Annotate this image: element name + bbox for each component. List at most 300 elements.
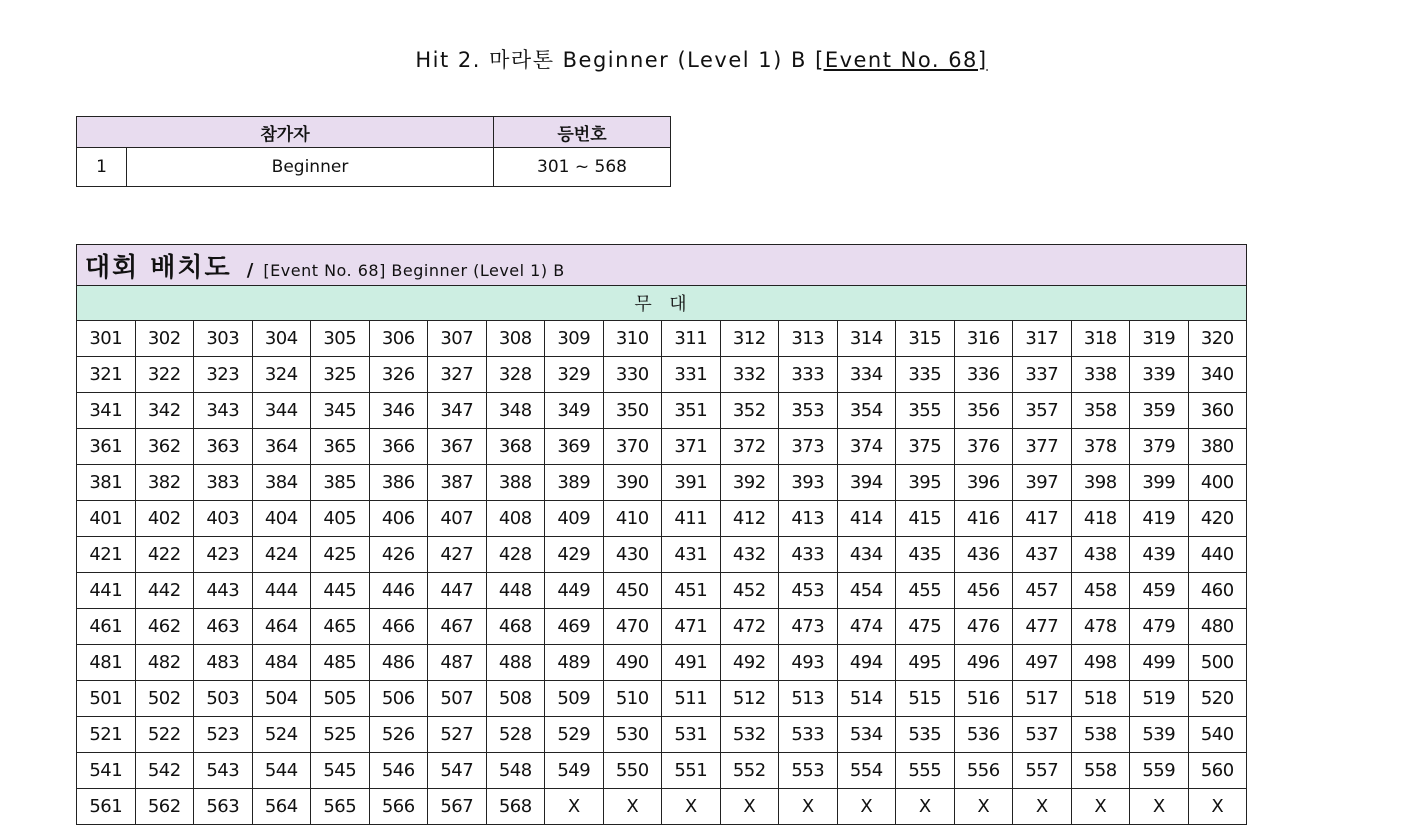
seat-cell: 539: [1130, 717, 1189, 753]
seat-cell: 417: [1013, 501, 1072, 537]
seat-cell: 366: [369, 429, 428, 465]
seat-cell: 492: [720, 645, 779, 681]
seat-cell: 482: [135, 645, 194, 681]
seat-cell: 498: [1071, 645, 1130, 681]
seat-cell: 370: [603, 429, 662, 465]
seat-cell: 386: [369, 465, 428, 501]
seat-cell: 349: [545, 393, 604, 429]
seating-chart-table: [76, 244, 1247, 825]
seat-cell: 387: [428, 465, 487, 501]
seat-cell: 379: [1130, 429, 1189, 465]
seat-cell: 519: [1130, 681, 1189, 717]
seat-row: [77, 537, 1247, 573]
seat-cell: 456: [954, 573, 1013, 609]
seat-cell: 351: [662, 393, 721, 429]
seat-cell: 330: [603, 357, 662, 393]
seat-cell: 514: [837, 681, 896, 717]
summary-row: [77, 148, 671, 187]
seat-cell: 515: [896, 681, 955, 717]
seat-cell: 501: [77, 681, 136, 717]
seat-cell: 494: [837, 645, 896, 681]
seat-cell: 392: [720, 465, 779, 501]
seat-cell: 438: [1071, 537, 1130, 573]
seat-cell: 476: [954, 609, 1013, 645]
seat-cell: 391: [662, 465, 721, 501]
seat-cell: 435: [896, 537, 955, 573]
seat-cell: 517: [1013, 681, 1072, 717]
seat-cell: 512: [720, 681, 779, 717]
seat-cell: 404: [252, 501, 311, 537]
seat-cell: 463: [194, 609, 253, 645]
seat-cell: 419: [1130, 501, 1189, 537]
seat-cell: 523: [194, 717, 253, 753]
seat-cell: 372: [720, 429, 779, 465]
seat-cell: X: [1188, 789, 1247, 825]
seat-cell: 305: [311, 321, 370, 357]
title-main: Hit 2. 마라톤 Beginner (Level 1) B: [415, 48, 807, 72]
seat-cell: 362: [135, 429, 194, 465]
seat-cell: 302: [135, 321, 194, 357]
seat-cell: 455: [896, 573, 955, 609]
seat-cell: 478: [1071, 609, 1130, 645]
seat-cell: 378: [1071, 429, 1130, 465]
seat-cell: 413: [779, 501, 838, 537]
seat-cell: 338: [1071, 357, 1130, 393]
seat-cell: 348: [486, 393, 545, 429]
summary-row-number: 1: [77, 148, 127, 187]
seat-cell: 535: [896, 717, 955, 753]
seat-cell: 504: [252, 681, 311, 717]
seat-cell: 303: [194, 321, 253, 357]
seat-cell: 337: [1013, 357, 1072, 393]
seat-cell: 375: [896, 429, 955, 465]
seat-cell: 310: [603, 321, 662, 357]
seat-cell: 357: [1013, 393, 1072, 429]
seat-cell: 536: [954, 717, 1013, 753]
seat-cell: 548: [486, 753, 545, 789]
seat-cell: 394: [837, 465, 896, 501]
seat-cell: 475: [896, 609, 955, 645]
seat-cell: 380: [1188, 429, 1247, 465]
seat-cell: 547: [428, 753, 487, 789]
seat-cell: 453: [779, 573, 838, 609]
seat-cell: 534: [837, 717, 896, 753]
seat-cell: 445: [311, 573, 370, 609]
seat-cell: 327: [428, 357, 487, 393]
seat-cell: 388: [486, 465, 545, 501]
seat-cell: 454: [837, 573, 896, 609]
seat-cell: 414: [837, 501, 896, 537]
seat-cell: 553: [779, 753, 838, 789]
seat-cell: 466: [369, 609, 428, 645]
seating-subtitle-slash: /: [246, 259, 254, 281]
seat-cell: 442: [135, 573, 194, 609]
seat-cell: 309: [545, 321, 604, 357]
seat-cell: 527: [428, 717, 487, 753]
seat-cell: 549: [545, 753, 604, 789]
seat-cell: X: [837, 789, 896, 825]
seat-cell: 479: [1130, 609, 1189, 645]
seat-cell: 412: [720, 501, 779, 537]
seat-cell: 346: [369, 393, 428, 429]
seat-cell: 427: [428, 537, 487, 573]
seat-cell: 450: [603, 573, 662, 609]
seat-cell: 505: [311, 681, 370, 717]
seat-cell: 363: [194, 429, 253, 465]
seat-cell: 537: [1013, 717, 1072, 753]
seat-cell: 390: [603, 465, 662, 501]
seat-cell: 431: [662, 537, 721, 573]
seat-cell: X: [1130, 789, 1189, 825]
seat-cell: 448: [486, 573, 545, 609]
seat-cell: 319: [1130, 321, 1189, 357]
seat-cell: 397: [1013, 465, 1072, 501]
seat-row: [77, 609, 1247, 645]
seat-cell: 308: [486, 321, 545, 357]
seat-cell: 374: [837, 429, 896, 465]
seat-cell: 411: [662, 501, 721, 537]
seat-cell: 365: [311, 429, 370, 465]
seat-cell: 304: [252, 321, 311, 357]
seat-cell: 437: [1013, 537, 1072, 573]
seat-row: [77, 573, 1247, 609]
seat-cell: 341: [77, 393, 136, 429]
seat-cell: 347: [428, 393, 487, 429]
seat-cell: 301: [77, 321, 136, 357]
seat-cell: X: [1013, 789, 1072, 825]
stage-row: [77, 286, 1247, 321]
seat-cell: 385: [311, 465, 370, 501]
seat-cell: 408: [486, 501, 545, 537]
seat-cell: 468: [486, 609, 545, 645]
seat-cell: 420: [1188, 501, 1247, 537]
seat-cell: 361: [77, 429, 136, 465]
seat-cell: 511: [662, 681, 721, 717]
seat-cell: 520: [1188, 681, 1247, 717]
seat-cell: 552: [720, 753, 779, 789]
seat-row: [77, 357, 1247, 393]
seat-row: [77, 753, 1247, 789]
title-event-number: [Event No. 68]: [815, 48, 988, 72]
seat-cell: 328: [486, 357, 545, 393]
seat-cell: 481: [77, 645, 136, 681]
seat-cell: 436: [954, 537, 1013, 573]
seat-cell: 528: [486, 717, 545, 753]
seat-cell: X: [954, 789, 1013, 825]
seat-cell: 360: [1188, 393, 1247, 429]
seat-cell: 359: [1130, 393, 1189, 429]
seat-cell: 516: [954, 681, 1013, 717]
seat-cell: 405: [311, 501, 370, 537]
seat-cell: 529: [545, 717, 604, 753]
seat-cell: 557: [1013, 753, 1072, 789]
seat-cell: 334: [837, 357, 896, 393]
seat-cell: 395: [896, 465, 955, 501]
seat-cell: 502: [135, 681, 194, 717]
seat-cell: 484: [252, 645, 311, 681]
seat-cell: 350: [603, 393, 662, 429]
seat-cell: 333: [779, 357, 838, 393]
seat-cell: 564: [252, 789, 311, 825]
seat-cell: 403: [194, 501, 253, 537]
seat-cell: 354: [837, 393, 896, 429]
seat-cell: 567: [428, 789, 487, 825]
seat-cell: 447: [428, 573, 487, 609]
seat-cell: 500: [1188, 645, 1247, 681]
seat-cell: 487: [428, 645, 487, 681]
seat-cell: 343: [194, 393, 253, 429]
seat-cell: 530: [603, 717, 662, 753]
seat-cell: 538: [1071, 717, 1130, 753]
seat-cell: 483: [194, 645, 253, 681]
seat-cell: 550: [603, 753, 662, 789]
seat-cell: 434: [837, 537, 896, 573]
seat-cell: 402: [135, 501, 194, 537]
seat-cell: 551: [662, 753, 721, 789]
seat-cell: 376: [954, 429, 1013, 465]
seat-cell: 312: [720, 321, 779, 357]
seat-cell: 423: [194, 537, 253, 573]
seat-cell: 490: [603, 645, 662, 681]
seat-cell: 336: [954, 357, 1013, 393]
seat-cell: 556: [954, 753, 1013, 789]
seat-cell: 329: [545, 357, 604, 393]
seat-cell: 496: [954, 645, 1013, 681]
seat-cell: 531: [662, 717, 721, 753]
seating-header: [77, 245, 1247, 286]
seat-cell: 367: [428, 429, 487, 465]
seat-cell: 467: [428, 609, 487, 645]
seat-cell: 369: [545, 429, 604, 465]
seat-cell: 474: [837, 609, 896, 645]
seat-cell: 459: [1130, 573, 1189, 609]
seat-cell: 470: [603, 609, 662, 645]
seat-cell: 398: [1071, 465, 1130, 501]
seat-row: [77, 645, 1247, 681]
seat-cell: 561: [77, 789, 136, 825]
seat-cell: 532: [720, 717, 779, 753]
summary-participant-name: Beginner: [127, 148, 494, 187]
seat-cell: 377: [1013, 429, 1072, 465]
seat-cell: 324: [252, 357, 311, 393]
seat-cell: X: [896, 789, 955, 825]
seat-cell: 389: [545, 465, 604, 501]
seat-cell: 485: [311, 645, 370, 681]
seat-cell: 477: [1013, 609, 1072, 645]
seat-cell: 331: [662, 357, 721, 393]
seat-cell: 506: [369, 681, 428, 717]
seat-cell: 491: [662, 645, 721, 681]
seat-cell: 306: [369, 321, 428, 357]
seat-cell: 342: [135, 393, 194, 429]
seat-cell: 449: [545, 573, 604, 609]
seat-cell: 416: [954, 501, 1013, 537]
seat-cell: 495: [896, 645, 955, 681]
seat-cell: 518: [1071, 681, 1130, 717]
seat-cell: 565: [311, 789, 370, 825]
seat-cell: 364: [252, 429, 311, 465]
seat-cell: 401: [77, 501, 136, 537]
seat-cell: 345: [311, 393, 370, 429]
seat-cell: 316: [954, 321, 1013, 357]
seat-cell: 393: [779, 465, 838, 501]
seat-cell: 457: [1013, 573, 1072, 609]
seat-cell: 425: [311, 537, 370, 573]
seat-cell: 396: [954, 465, 1013, 501]
seat-cell: 471: [662, 609, 721, 645]
seat-cell: 400: [1188, 465, 1247, 501]
seat-cell: 311: [662, 321, 721, 357]
seat-cell: 318: [1071, 321, 1130, 357]
seat-cell: 508: [486, 681, 545, 717]
seat-cell: 344: [252, 393, 311, 429]
seat-row: [77, 393, 1247, 429]
participant-header: 참가자: [77, 117, 494, 148]
seat-cell: 335: [896, 357, 955, 393]
seat-cell: 307: [428, 321, 487, 357]
seat-cell: 524: [252, 717, 311, 753]
seat-cell: 443: [194, 573, 253, 609]
seat-cell: 358: [1071, 393, 1130, 429]
seat-cell: 313: [779, 321, 838, 357]
seat-cell: 460: [1188, 573, 1247, 609]
seat-cell: 429: [545, 537, 604, 573]
seat-cell: 545: [311, 753, 370, 789]
seat-cell: 352: [720, 393, 779, 429]
seat-cell: 373: [779, 429, 838, 465]
seat-cell: 340: [1188, 357, 1247, 393]
seating-title: 대회 배치도: [85, 252, 232, 283]
seat-cell: 424: [252, 537, 311, 573]
seat-cell: 441: [77, 573, 136, 609]
seat-cell: 315: [896, 321, 955, 357]
summary-header-row: [77, 117, 671, 148]
seat-cell: 321: [77, 357, 136, 393]
seat-cell: 525: [311, 717, 370, 753]
seat-cell: 499: [1130, 645, 1189, 681]
seat-cell: 465: [311, 609, 370, 645]
seat-cell: 451: [662, 573, 721, 609]
seat-cell: 566: [369, 789, 428, 825]
seat-cell: X: [720, 789, 779, 825]
seat-cell: 493: [779, 645, 838, 681]
seat-cell: 418: [1071, 501, 1130, 537]
seat-cell: 325: [311, 357, 370, 393]
seat-cell: 440: [1188, 537, 1247, 573]
seat-cell: 513: [779, 681, 838, 717]
seat-cell: 563: [194, 789, 253, 825]
seat-cell: 559: [1130, 753, 1189, 789]
seat-cell: 317: [1013, 321, 1072, 357]
seat-cell: 507: [428, 681, 487, 717]
seat-cell: 522: [135, 717, 194, 753]
seat-cell: 480: [1188, 609, 1247, 645]
participant-summary-table: [76, 116, 671, 187]
seat-cell: 415: [896, 501, 955, 537]
seat-cell: 558: [1071, 753, 1130, 789]
seat-cell: 462: [135, 609, 194, 645]
seat-cell: 433: [779, 537, 838, 573]
seat-cell: 461: [77, 609, 136, 645]
seat-cell: 497: [1013, 645, 1072, 681]
seat-cell: X: [545, 789, 604, 825]
summary-bib-range: 301 ~ 568: [494, 148, 671, 187]
seat-cell: 464: [252, 609, 311, 645]
seating-subtitle: [Event No. 68] Beginner (Level 1) B: [263, 260, 565, 280]
seat-cell: 409: [545, 501, 604, 537]
seat-cell: 541: [77, 753, 136, 789]
seat-cell: X: [662, 789, 721, 825]
seat-cell: 406: [369, 501, 428, 537]
seat-cell: 326: [369, 357, 428, 393]
seat-cell: 332: [720, 357, 779, 393]
seat-row: [77, 501, 1247, 537]
seat-cell: 355: [896, 393, 955, 429]
seat-cell: 555: [896, 753, 955, 789]
seat-cell: 432: [720, 537, 779, 573]
seat-cell: 422: [135, 537, 194, 573]
seat-cell: X: [779, 789, 838, 825]
seat-cell: 486: [369, 645, 428, 681]
seat-cell: 489: [545, 645, 604, 681]
seat-cell: 314: [837, 321, 896, 357]
seat-cell: 439: [1130, 537, 1189, 573]
seat-cell: 509: [545, 681, 604, 717]
seat-cell: 320: [1188, 321, 1247, 357]
seat-cell: 323: [194, 357, 253, 393]
seat-cell: 426: [369, 537, 428, 573]
seat-cell: 533: [779, 717, 838, 753]
seat-cell: 458: [1071, 573, 1130, 609]
seat-cell: 544: [252, 753, 311, 789]
seat-cell: 428: [486, 537, 545, 573]
seat-cell: 381: [77, 465, 136, 501]
seat-cell: 421: [77, 537, 136, 573]
seating-header-row: [77, 245, 1247, 286]
seat-cell: 410: [603, 501, 662, 537]
seat-row: [77, 681, 1247, 717]
seat-cell: 521: [77, 717, 136, 753]
seat-cell: 353: [779, 393, 838, 429]
seat-cell: 339: [1130, 357, 1189, 393]
seat-cell: 407: [428, 501, 487, 537]
seat-cell: 371: [662, 429, 721, 465]
seat-row: [77, 321, 1247, 357]
seat-cell: 384: [252, 465, 311, 501]
seat-cell: 543: [194, 753, 253, 789]
seat-cell: 430: [603, 537, 662, 573]
seat-cell: 562: [135, 789, 194, 825]
seat-row: [77, 465, 1247, 501]
seat-cell: 444: [252, 573, 311, 609]
bib-number-header: 등번호: [494, 117, 671, 148]
seat-cell: 554: [837, 753, 896, 789]
seat-row: [77, 717, 1247, 753]
seat-cell: 510: [603, 681, 662, 717]
stage-label: 무 대: [77, 286, 1247, 321]
seat-row: [77, 789, 1247, 825]
seat-cell: 399: [1130, 465, 1189, 501]
seat-cell: 383: [194, 465, 253, 501]
seat-cell: 473: [779, 609, 838, 645]
seat-cell: 546: [369, 753, 428, 789]
seat-cell: 526: [369, 717, 428, 753]
seat-cell: 382: [135, 465, 194, 501]
seat-cell: 469: [545, 609, 604, 645]
seat-cell: 446: [369, 573, 428, 609]
seat-cell: 568: [486, 789, 545, 825]
seat-cell: 356: [954, 393, 1013, 429]
